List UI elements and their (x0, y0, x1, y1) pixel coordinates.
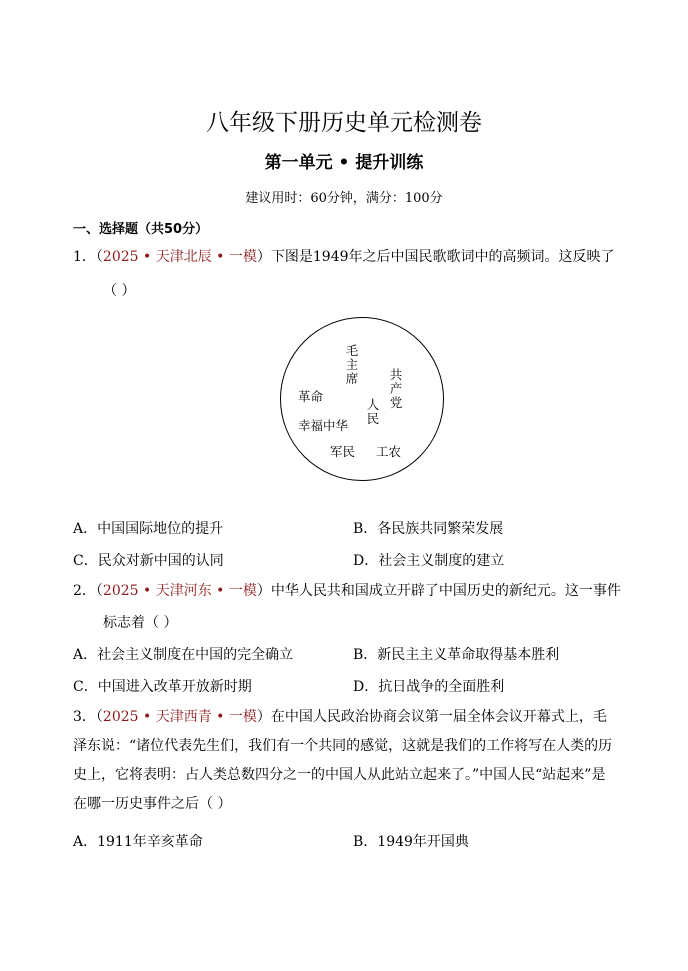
option-b[interactable]: B．1949年开国典 (353, 834, 469, 850)
question-2 (73, 581, 621, 601)
question-source-close: ） (256, 709, 271, 725)
figure-word-workers-farmers: 工农 (376, 444, 402, 459)
option-a[interactable]: A．中国国际地位的提升 (73, 521, 224, 537)
question-stem: 中华人民共和国成立开辟了中国历史的新纪元。这一事件 (270, 583, 621, 599)
option-a[interactable]: A．1911年辛亥革命 (73, 834, 203, 850)
question-number: 2．（ (73, 583, 103, 599)
option-d[interactable]: D．社会主义制度的建立 (353, 553, 505, 569)
question-1 (73, 247, 615, 267)
option-c[interactable]: C．民众对新中国的认同 (73, 553, 224, 569)
section-heading: 一、选择题（共50分） (73, 222, 209, 237)
option-d[interactable]: D．抗日战争的全面胜利 (353, 679, 505, 695)
figure-word-happy-china: 幸福中华 (298, 418, 349, 433)
question-source-close: ） (256, 583, 271, 599)
figure-word-army-people: 军民 (330, 444, 356, 459)
question-number: 3．（ (73, 709, 103, 725)
option-a[interactable]: A．社会主义制度在中国的完全确立 (73, 647, 294, 663)
question-3 (73, 703, 617, 819)
option-b[interactable]: B．新民主主义革命取得基本胜利 (353, 647, 560, 663)
unit-subtitle: 第一单元 • 提升训练 (264, 153, 424, 173)
question-2-stem-continued: 标志着（ ） (103, 615, 178, 631)
option-b[interactable]: B．各民族共同繁荣发展 (353, 521, 504, 537)
figure-word-mao: 毛主席 (345, 343, 359, 386)
question-source: 2025 • 天津西青 • 一模 (102, 709, 257, 725)
question-source: 2025 • 天津河东 • 一模 (102, 583, 257, 599)
page-title: 八年级下册历史单元检测卷 (206, 110, 482, 136)
figure-word-party: 共产党 (389, 367, 403, 410)
figure-word-revolution: 革命 (298, 389, 324, 404)
question-source: 2025 • 天津北辰 • 一模 (102, 249, 257, 265)
question-number: 1．（ (73, 249, 103, 265)
question-source-close: ） (256, 249, 271, 265)
figure-word-people: 人民 (366, 397, 380, 426)
question-1-answer-blank: （ ） (103, 283, 136, 299)
exam-meta: 建议用时：60分钟，满分：100分 (245, 191, 443, 206)
question-stem: 在中国人民政治协商会议第一届全体会议开幕式上，毛泽东说：“诸位代表先生们，我们有一个共同的感觉，这就是我们的工作将写在人类的历史上，它将表明：占人类总数四分之一的中国人从此站立起来了。”中国人民“站起来”是在哪一历史事件之后（ ） (73, 709, 613, 812)
question-stem: 下图是1949年之后中国民歌歌词中的高频词。这反映了 (270, 249, 615, 265)
option-c[interactable]: C．中国进入改革开放新时期 (73, 679, 252, 695)
